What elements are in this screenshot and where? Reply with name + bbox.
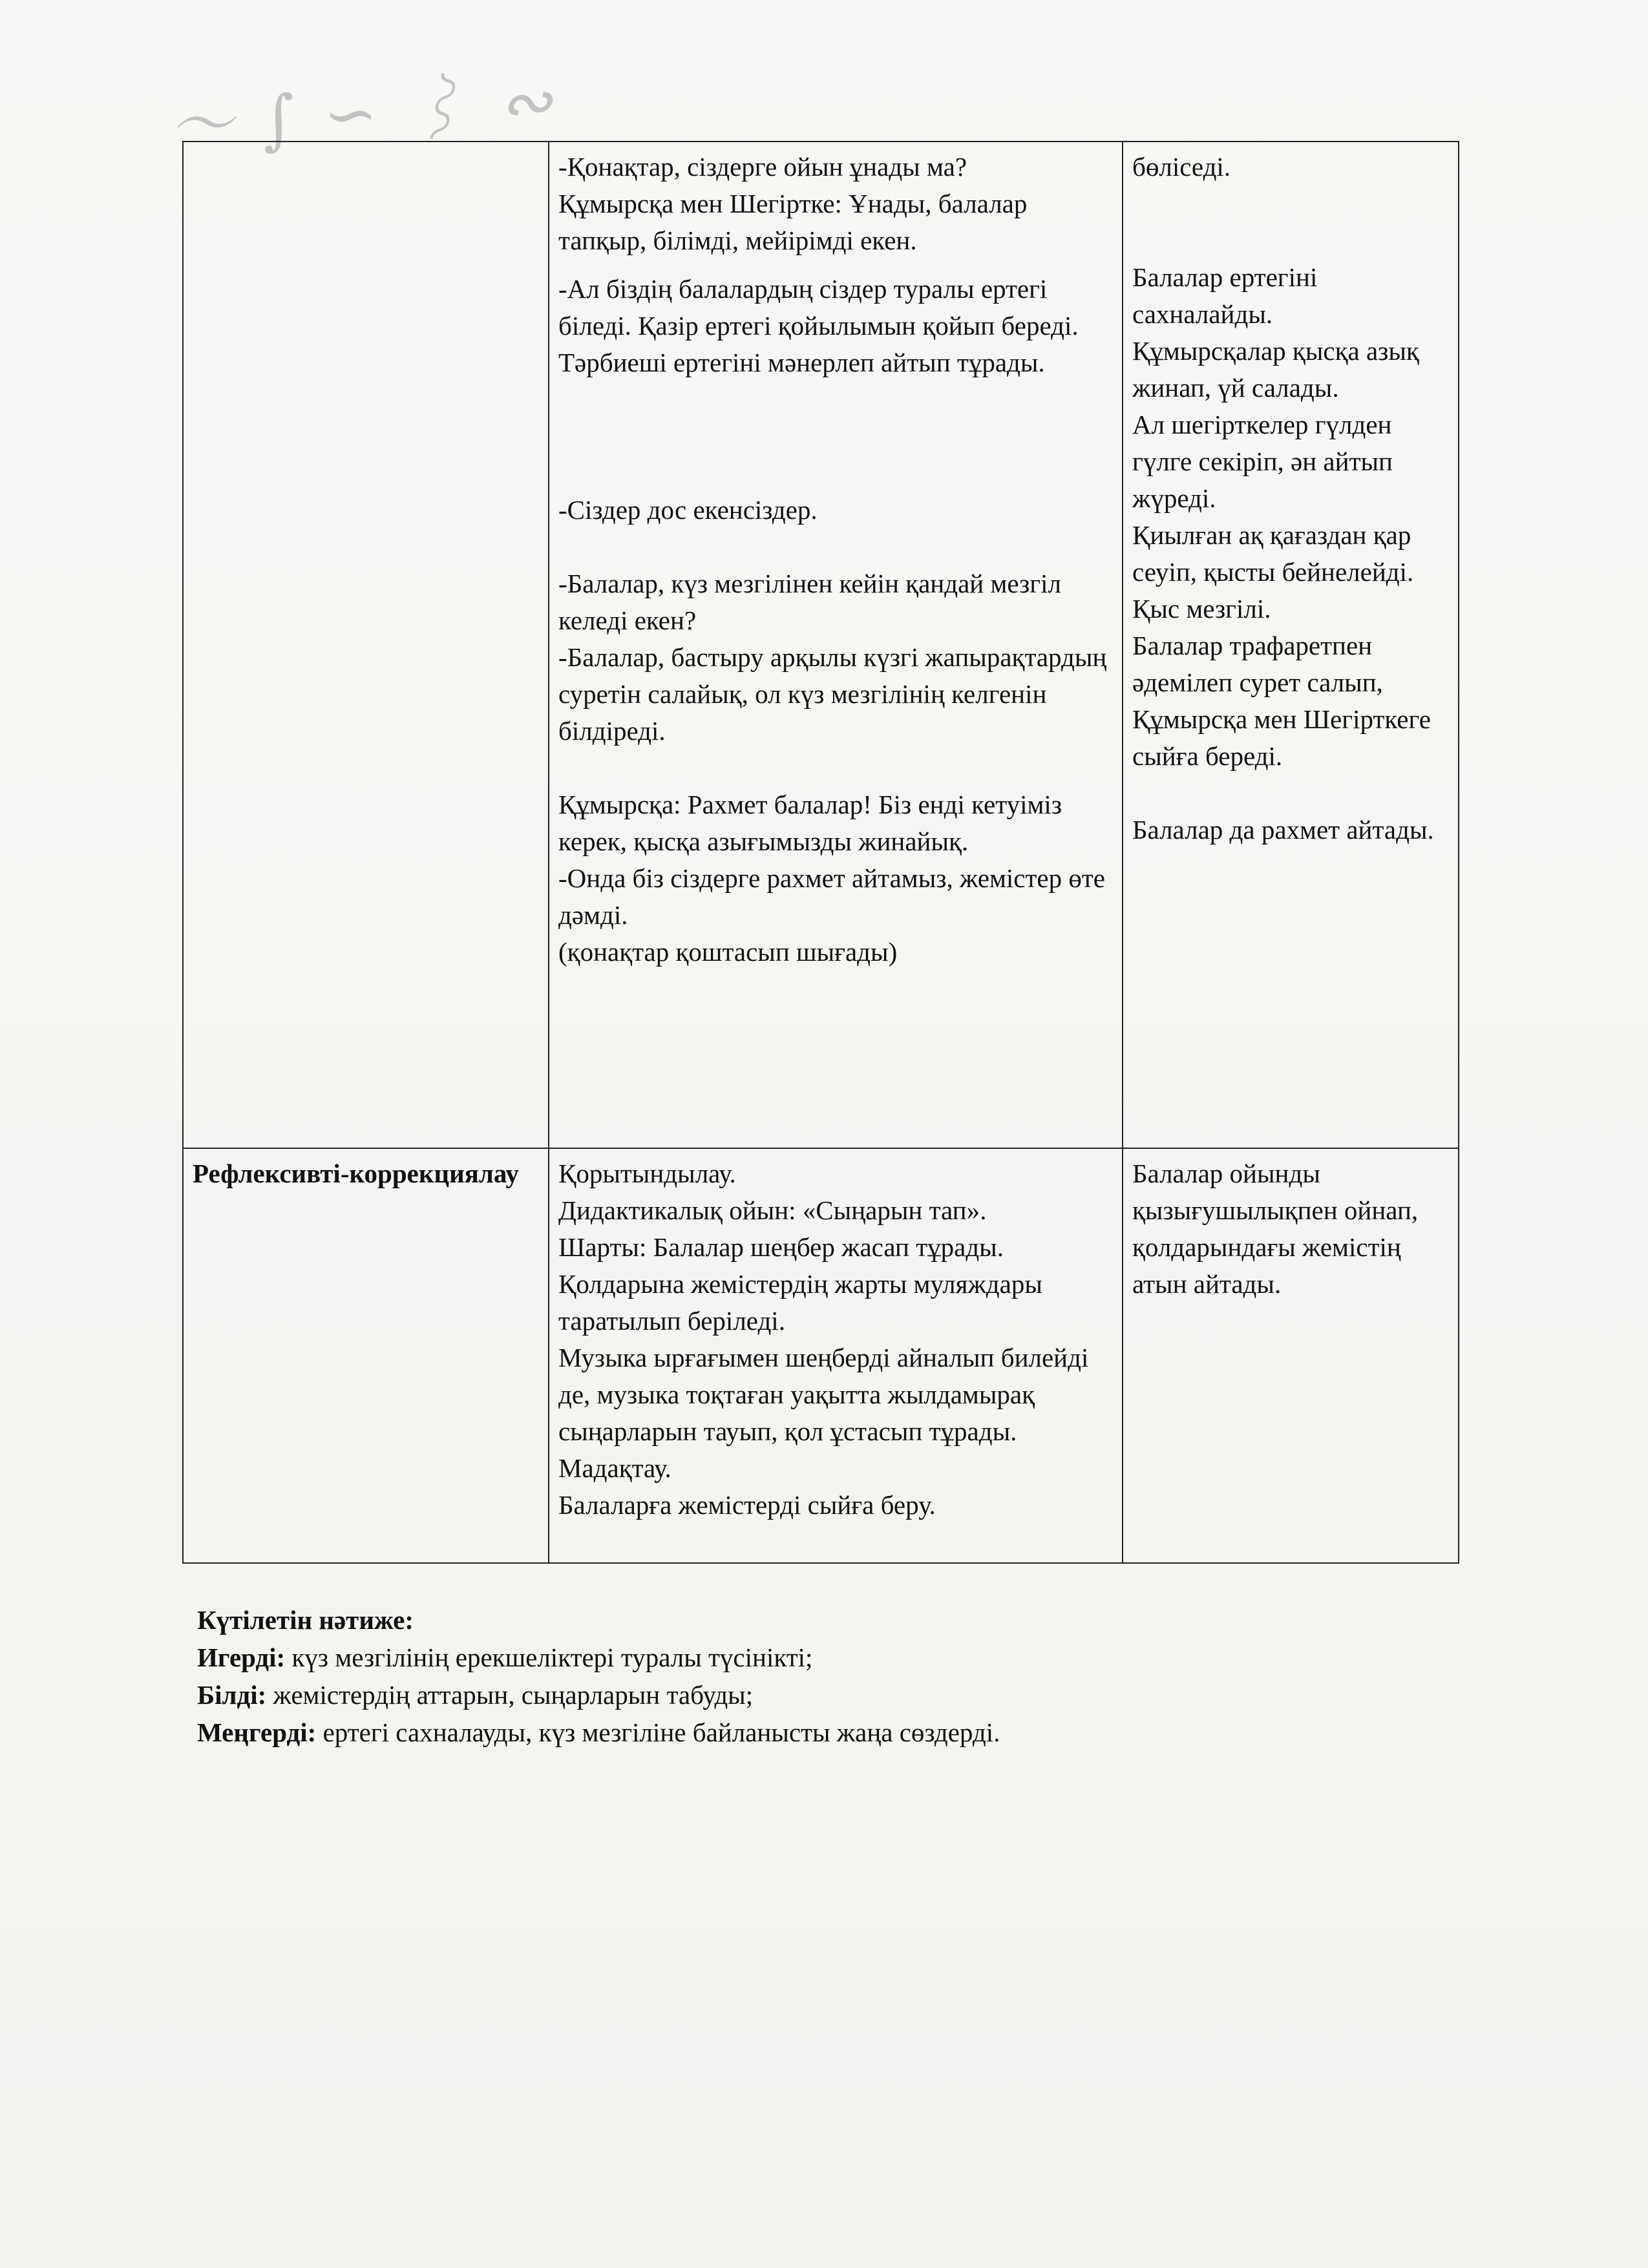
lesson-plan-table bbox=[182, 141, 1459, 1564]
result-label: Игерді: bbox=[197, 1643, 286, 1672]
teacher-line: (қонақтар қоштасып шығады) bbox=[558, 937, 898, 967]
children-line: Балалар да рахмет айтады. bbox=[1132, 815, 1434, 845]
teacher-line: Тәрбиеші ертегіні мәнерлеп айтып тұрады. bbox=[558, 348, 1045, 377]
children-line: Балалар ертегіні сахналайды. bbox=[1132, 262, 1318, 329]
children-line: Балалар ойынды қызығушылықпен ойнап, қолдарындағы жемістің атын айтады. bbox=[1132, 1159, 1419, 1299]
table-row bbox=[183, 1148, 1459, 1563]
children-line: Ал шегірткелер гүлден гүлге секіріп, ән айтып жүреді. bbox=[1132, 410, 1393, 513]
teacher-line: -Ал біздің балалардың сіздер туралы ертегі біледі. Қазір ертегі қойылымын қойып береді. bbox=[558, 274, 1079, 341]
result-item bbox=[197, 1676, 1554, 1714]
teacher-line: -Балалар, күз мезгілінен кейін қандай мезгіл келеді екен? bbox=[558, 569, 1061, 635]
children-line: Құмырсқалар қысқа азық жинап, үй салады. bbox=[1132, 336, 1419, 403]
table-row bbox=[183, 142, 1459, 1148]
results-title: Күтілетін нәтиже: bbox=[197, 1605, 414, 1635]
teacher-line: Қорытындылау. bbox=[558, 1159, 736, 1188]
children-line: Балалар трафаретпен әдемілеп сурет салып, Құмырсқа мен Шегірткеге сыйға береді. bbox=[1132, 631, 1431, 771]
teacher-line: -Балалар, бастыру арқылы күзгі жапырақтардың суретін салайық, ол күз мезгілінің келгенін білдіреді. bbox=[558, 642, 1107, 746]
expected-results bbox=[197, 1601, 1554, 1751]
teacher-line: -Сіздер дос екенсіздер. bbox=[558, 495, 818, 525]
teacher-activity-cell bbox=[549, 1148, 1123, 1563]
teacher-line: Дидактикалық ойын: «Сыңарын тап». bbox=[558, 1195, 987, 1225]
children-line: бөліседі. bbox=[1132, 152, 1231, 182]
stage-cell bbox=[183, 142, 549, 1148]
teacher-line: Балаларға жемістерді сыйға беру. bbox=[558, 1490, 936, 1520]
stage-label: Рефлексивті-коррекциялау bbox=[193, 1159, 519, 1188]
stage-cell bbox=[183, 1148, 549, 1563]
teacher-line: -Онда біз сіздерге рахмет айтамыз, жемістер өте дәмді. bbox=[558, 863, 1105, 930]
result-text: күз мезгілінің ерекшеліктері туралы түсінікті; bbox=[285, 1643, 813, 1672]
teacher-line: Шарты: Балалар шеңбер жасап тұрады. Қолдарына жемістердің жарты муляждары таратылып беріледі. bbox=[558, 1232, 1042, 1336]
teacher-line: -Қонақтар, сіздерге ойын ұнады ма? bbox=[558, 152, 967, 182]
result-label: Меңгерді: bbox=[197, 1717, 317, 1747]
result-item bbox=[197, 1714, 1554, 1751]
teacher-line: Құмырсқа мен Шегіртке: Ұнады, балалар тапқыр, білімді, мейірімді екен. bbox=[558, 189, 1028, 255]
teacher-line: Құмырсқа: Рахмет балалар! Біз енді кетуіміз керек, қысқа азығымызды жинайық. bbox=[558, 790, 1062, 856]
teacher-activity-cell bbox=[549, 142, 1123, 1148]
handwritten-signature: 〜 ∫ ∽ ⌇ ∾ bbox=[166, 62, 559, 165]
result-text: жемістердің аттарын, сыңарларын табуды; bbox=[266, 1680, 754, 1710]
result-label: Білді: bbox=[197, 1680, 267, 1710]
children-line: Қиылған ақ қағаздан қар сеуіп, қысты бейнелейді. bbox=[1132, 520, 1414, 587]
result-item bbox=[197, 1639, 1554, 1676]
teacher-line: Музыка ырғағымен шеңберді айналып билейді де, музыка тоқтаған уақытта жылдамырақ сыңарларын тауып, қол ұстасып тұрады. bbox=[558, 1343, 1089, 1446]
children-activity-cell bbox=[1123, 1148, 1459, 1563]
teacher-line: Мадақтау. bbox=[558, 1453, 671, 1483]
children-activity-cell bbox=[1123, 142, 1459, 1148]
children-line: Қыс мезгілі. bbox=[1132, 594, 1271, 624]
result-text: ертегі сахналауды, күз мезгіліне байланысты жаңа сөздерді. bbox=[316, 1717, 1000, 1747]
